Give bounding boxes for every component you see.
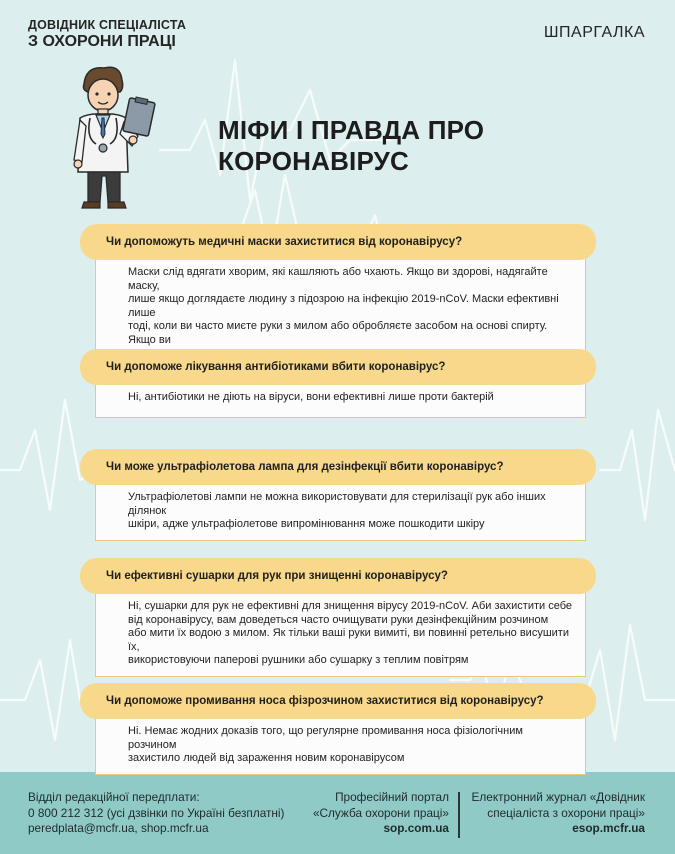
footer-portal-name: «Служба охорони праці» bbox=[312, 805, 449, 820]
answer-4-line-1: Ні, сушарки для рук не ефективні для знищення вірусу 2019-nCoV. Аби захистити себе bbox=[128, 600, 572, 612]
answer-1-line-3: тоді, коли ви часто миєте руки з милом або обробляєте засобом на основі спирту. Якщо ви bbox=[128, 320, 548, 346]
qa-block-2 bbox=[80, 349, 596, 418]
answer-4 bbox=[95, 582, 586, 677]
question-2: Чи допоможе лікування антибіотиками вбити коронавірус? bbox=[80, 349, 596, 385]
footer-journal bbox=[472, 790, 646, 837]
qa-block-3 bbox=[80, 449, 596, 541]
answer-3-line-2: шкіри, адже ультрафіолетове випромінювання може пошкодити шкіру bbox=[128, 518, 485, 531]
question-3: Чи може ультрафіолетова лампа для дезінфекції вбити коронавірус? bbox=[80, 449, 596, 485]
footer-portal-link[interactable]: sop.com.ua bbox=[383, 821, 449, 835]
answer-3-line-1: Ультрафіолетові лампи не можна використовувати для стерилізації рук або інших ділянок bbox=[128, 491, 546, 517]
qa-block-5 bbox=[80, 683, 596, 775]
footer-phone[interactable]: 0 800 212 312 (усі дзвінки по Україні безплатні) bbox=[28, 805, 285, 820]
question-4: Чи ефективні сушарки для рук при знищенні коронавірусу? bbox=[80, 558, 596, 594]
answer-1-line-1: Маски слід вдягати хворим, які кашляють або чхають. Якщо ви здорові, надягайте маску, bbox=[128, 266, 548, 292]
doctor-illustration bbox=[66, 62, 158, 212]
footer-email-shop[interactable]: peredplata@mcfr.ua, shop.mcfr.ua bbox=[28, 821, 209, 835]
answer-5-line-2: захистило людей від зараження новим коронавірусом bbox=[128, 752, 405, 765]
answer-4-line-3: або мити їх водою з милом. Як тільки ваші руки вимиті, ви повинні ретельно висушити їх, bbox=[128, 627, 569, 653]
footer-divider bbox=[458, 792, 460, 838]
footer-journal-link[interactable]: esop.mcfr.ua bbox=[572, 821, 645, 835]
question-1: Чи допоможуть медичні маски захиститися від коронавірусу? bbox=[80, 224, 596, 260]
footer bbox=[0, 772, 675, 854]
brand-line-1: ДОВІДНИК СПЕЦІАЛІСТА bbox=[28, 18, 187, 32]
footer-portal-label: Професійний портал bbox=[335, 790, 449, 804]
question-5: Чи допоможе промивання носа фізрозчином захиститися від коронавірусу? bbox=[80, 683, 596, 719]
footer-portal bbox=[313, 790, 449, 837]
brand-logo bbox=[28, 18, 186, 51]
footer-journal-line-1: Електронний журнал «Довідник bbox=[471, 790, 645, 804]
answer-1-line-2: лише якщо доглядаєте людину з підозрою на інфекцію 2019-nCoV. Маски ефективні лише bbox=[128, 293, 559, 319]
cheatsheet-tag: ШПАРГАЛКА bbox=[543, 24, 645, 41]
answer-5-line-1: Ні. Немає жодних доказів того, що регулярне промивання носа фізіологічним розчином bbox=[128, 725, 523, 751]
footer-subscription bbox=[28, 790, 284, 837]
footer-journal-line-2: спеціаліста з охорони праці» bbox=[487, 805, 645, 820]
answer-4-line-2: від коронавірусу, вам доведеться часто очищувати руки дезінфекційним розчином bbox=[128, 613, 549, 626]
qa-block-4 bbox=[80, 558, 596, 677]
answer-2-line-1: Ні, антибіотики не діють на віруси, вони ефективні лише проти бактерій bbox=[128, 391, 494, 403]
brand-line-2: З ОХОРОНИ ПРАЦІ bbox=[28, 33, 176, 50]
footer-subscription-title: Відділ редакційної передплати: bbox=[28, 790, 200, 804]
page-title: МІФИ І ПРАВДА ПРО КОРОНАВІРУС bbox=[218, 115, 485, 176]
answer-4-line-4: використовуючи паперові рушники або сушарку з теплим повітрям bbox=[128, 654, 469, 667]
